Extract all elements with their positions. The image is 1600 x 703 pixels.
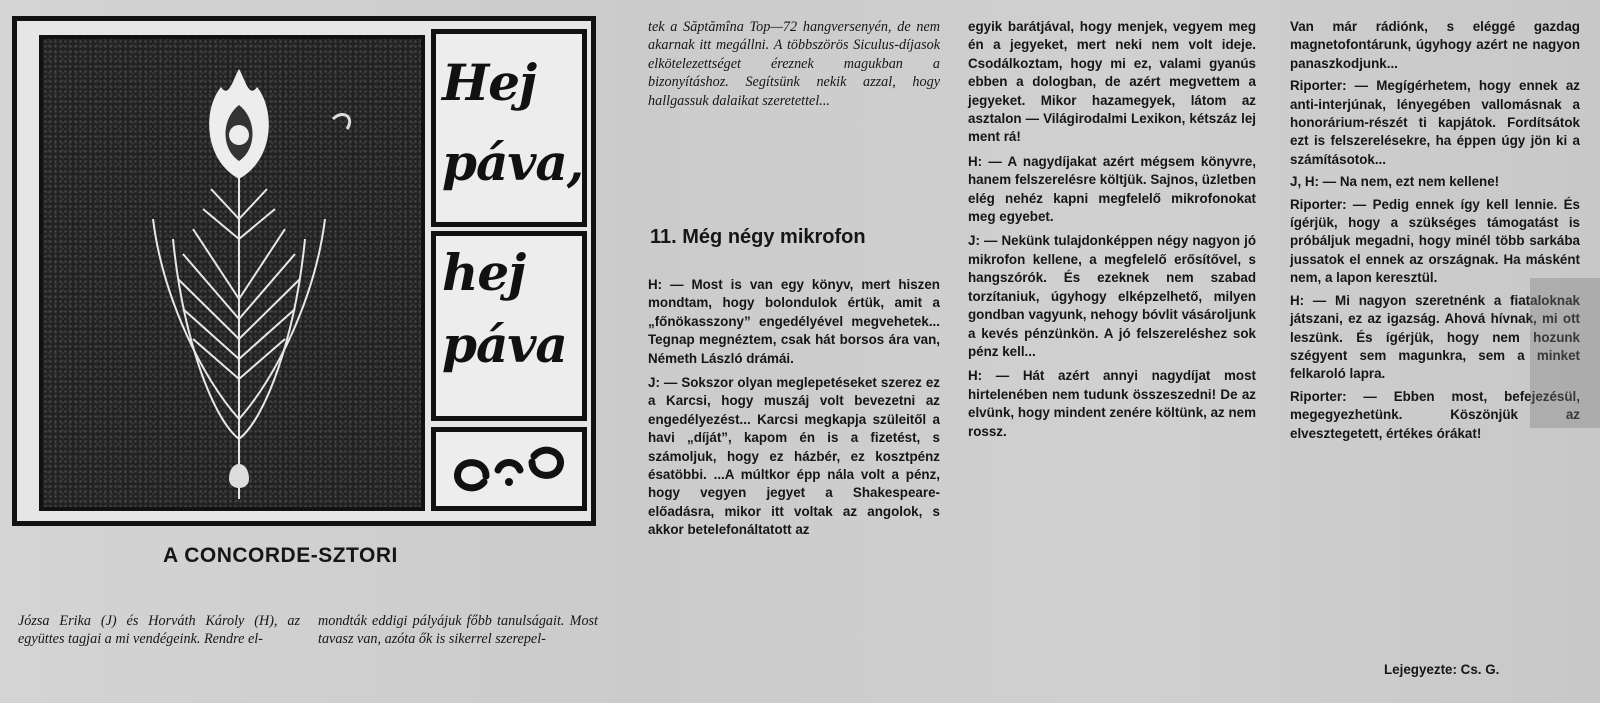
title-line-3: hej [442,243,526,302]
paragraph: Riporter: — Megígérhetem, hogy ennek az anti-interjúnak, lényegében vallomásnak a honorárium-részét ti kapjátok. Fordítsátok ezt is felszerelésekre, ha éppen úgy jön ki a számításotok... [1290,78,1580,167]
ornament-panel [431,427,587,511]
paragraph: H: — Hát azért annyi nagydíjat most hirtelenében nem tudunk összeszedni! De az elvünk, hogy mindent zenére költünk, az nem rossz. [968,368,1256,439]
paragraph: H: — A nagydíjakat azért mégsem könyvre, hanem felszerelésre költjük. Sajnos, üzletben elég nehéz kapni megfelelő mikrofonokat meg egyebet. [968,153,1256,225]
paragraph: H: — Most is van egy könyv, mert hiszen mondtam, hogy bolondulok értük, amit a „főnökasszony” engedélyével megvehetek... Tegnap megnéztem, csak hát borsos ára van, Németh László drámái. [648,277,940,366]
paragraph: Riporter: — Pedig ennek így kell lennie. És ígérjük, hogy a szükséges támogatást is próbáljuk megadni, hogy minél több sarkába jussatok el ennek az országnak. Ha másként nem, a lapon keresztül. [1290,196,1580,286]
title-line-2: páva, [442,133,584,192]
title-panel-middle [431,231,587,421]
byline-signature: Lejegyezte: Cs. G. [1384,662,1500,677]
intro-paragraph-left [18,612,300,649]
column-2-intro [648,18,940,110]
intro-right-text: mondták eddigi pályájuk főbb tanulságait. Most tavasz van, azóta ők is sikerrel szerepel- [318,613,598,648]
masthead-box [12,16,596,526]
title-line-1: Hej [442,53,537,112]
peacock-feather-image [39,35,425,511]
column-2-body [648,276,940,540]
paragraph: J: — Sokszor olyan meglepetéseket szerez ez a Karcsi, hogy muszáj volt bevezetni az engedélyezést... Karcsi megkapja szüleitől a havi „díját”, kapom én is a fizetést, s számoljuk, hogy ez házbér, ez kosztpénz ésatöbbi. ...A múltkor épp nála volt a pénz, hogy vegyen jegyet a Shakespeare-előadásra, mikor itt voltak az angolok, s akkor betelefonáltatott az [648,375,940,538]
subheading: 11. Még négy mikrofon [650,226,866,248]
paragraph: Van már rádiónk, s eléggé gazdag magnetofontárunk, úgyhogy azért ne nagyon panaszkodjunk... [1290,19,1580,71]
paragraph: J, H: — Na nem, ezt nem kellene! [1290,174,1500,190]
title-panels [427,21,591,521]
paragraph: H: — Mi nagyon szeretnénk a fiataloknak játszani, ez az igazság. Ahová hívnak, mi ott leszünk. És ígérjük, hogy nem hozunk szégyent sem magunkra, sem a minket felkaroló lapra. [1290,292,1580,382]
scan-shadow [1530,278,1600,428]
swirl-ornament-icon [436,432,582,506]
paragraph: egyik barátjával, hogy menjek, vegyem meg én a jegyeket, mert neki nem volt ideje. Csodálkoztam, hogy mi ez, valami gyanús ebben a dologban, de azért megvettem a jegyeket. Mikor hazamegyek, látom az asztalon — Világirodalmi Lexikon, kétszáz lej ment rá! [968,19,1256,145]
col2-intro-text: tek a Săptămîna Top—72 hangversenyén, de nem akarnak itt megállni. A többszörös Siculus-díjasok elkötelezettséget éreznek magukban a bizonyításhoz. Segítsünk nekik azzal, hogy hallgassuk dalaikat szeretettel... [648,19,940,109]
article-headline: A CONCORDE-SZTORI [163,544,398,567]
intro-paragraph-right [318,612,598,649]
paragraph: Riporter: — Ebben most, befejezésül, megegyezhetünk. Köszönjük az elvesztegetett, értékes órákat! [1290,388,1580,441]
intro-left-text: Józsa Erika (J) és Horváth Károly (H), az együttes tagjai a mi vendégeink. Rendre el- [18,613,300,648]
column-3-body [968,18,1256,441]
title-panel-top [431,29,587,227]
feather-icon [43,39,421,507]
title-line-4: páva [442,315,567,374]
paragraph: J: — Nekünk tulajdonképpen négy nagyon jó mikrofon kellene, a megfelelő erősítővel, s hangszórók. És ezeknek nem szabad torzítaniuk, úgyhogy elképzelhető, milyen gondban vagyunk, nehogy bóvlit vásároljunk a kevés pénzünkön. A jó felszereléshez sok pénz kell... [968,233,1256,359]
